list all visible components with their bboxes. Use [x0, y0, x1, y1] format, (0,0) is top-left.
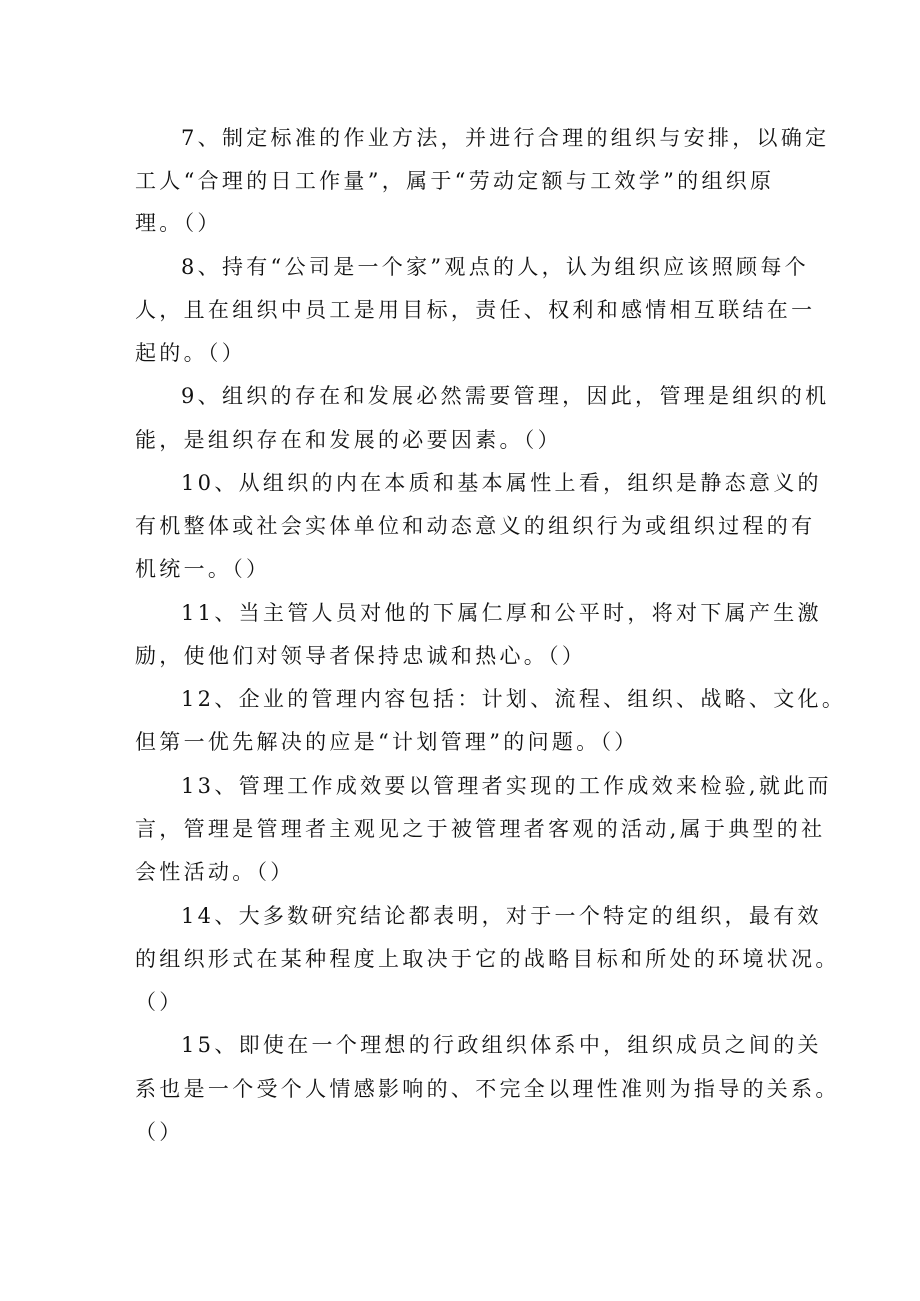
- question-line: 人，且在组织中员工是用目标，责任、权利和感情相互联结在一: [135, 298, 816, 322]
- question-line: 的组织形式在某种程度上取决于它的战略目标和所处的环境状况。: [135, 947, 840, 971]
- question-line: （）: [135, 990, 184, 1014]
- question-line: 13、管理工作成效要以管理者实现的工作成效来检验,就此而: [181, 774, 832, 798]
- question-line: 9、组织的存在和发展必然需要管理，因此，管理是组织的机: [181, 384, 830, 408]
- question-line: 机统一。（）: [135, 557, 271, 581]
- question-line: 起的。（）: [135, 341, 246, 365]
- question-line: 工人“合理的日工作量”，属于“劳动定额与工效学”的组织原: [135, 169, 775, 193]
- question-line: 12、企业的管理内容包括：计划、流程、组织、战略、文化。: [181, 687, 847, 711]
- question-line: 能，是组织存在和发展的必要因素。（）: [135, 428, 562, 452]
- question-line: 言，管理是管理者主观见之于被管理者客观的活动,属于典型的社: [135, 817, 826, 841]
- question-line: 励，使他们对领导者保持忠诚和热心。（）: [135, 644, 587, 668]
- question-line: 8、持有“公司是一个家”观点的人，认为组织应该照顾每个: [181, 255, 809, 279]
- question-line: （）: [135, 1120, 184, 1144]
- question-line: 14、大多数研究结论都表明，对于一个特定的组织，最有效: [181, 904, 822, 928]
- question-line: 理。（）: [135, 211, 222, 235]
- question-line: 7、制定标准的作业方法，并进行合理的组织与安排，以确定: [181, 126, 830, 150]
- question-line: 15、即使在一个理想的行政组织体系中，组织成员之间的关: [181, 1033, 822, 1057]
- question-line: 10、从组织的内在本质和基本属性上看，组织是静态意义的: [181, 471, 822, 495]
- question-line: 有机整体或社会实体单位和动态意义的组织行为或组织过程的有: [135, 514, 816, 538]
- question-line: 11、当主管人员对他的下属仁厚和公平时，将对下属产生激: [181, 601, 822, 625]
- question-line: 但第一优先解决的应是“计划管理”的问题。（）: [135, 730, 639, 754]
- question-line: 系也是一个受个人情感影响的、不完全以理性准则为指导的关系。: [135, 1077, 840, 1101]
- question-line: 会性活动。（）: [135, 860, 295, 884]
